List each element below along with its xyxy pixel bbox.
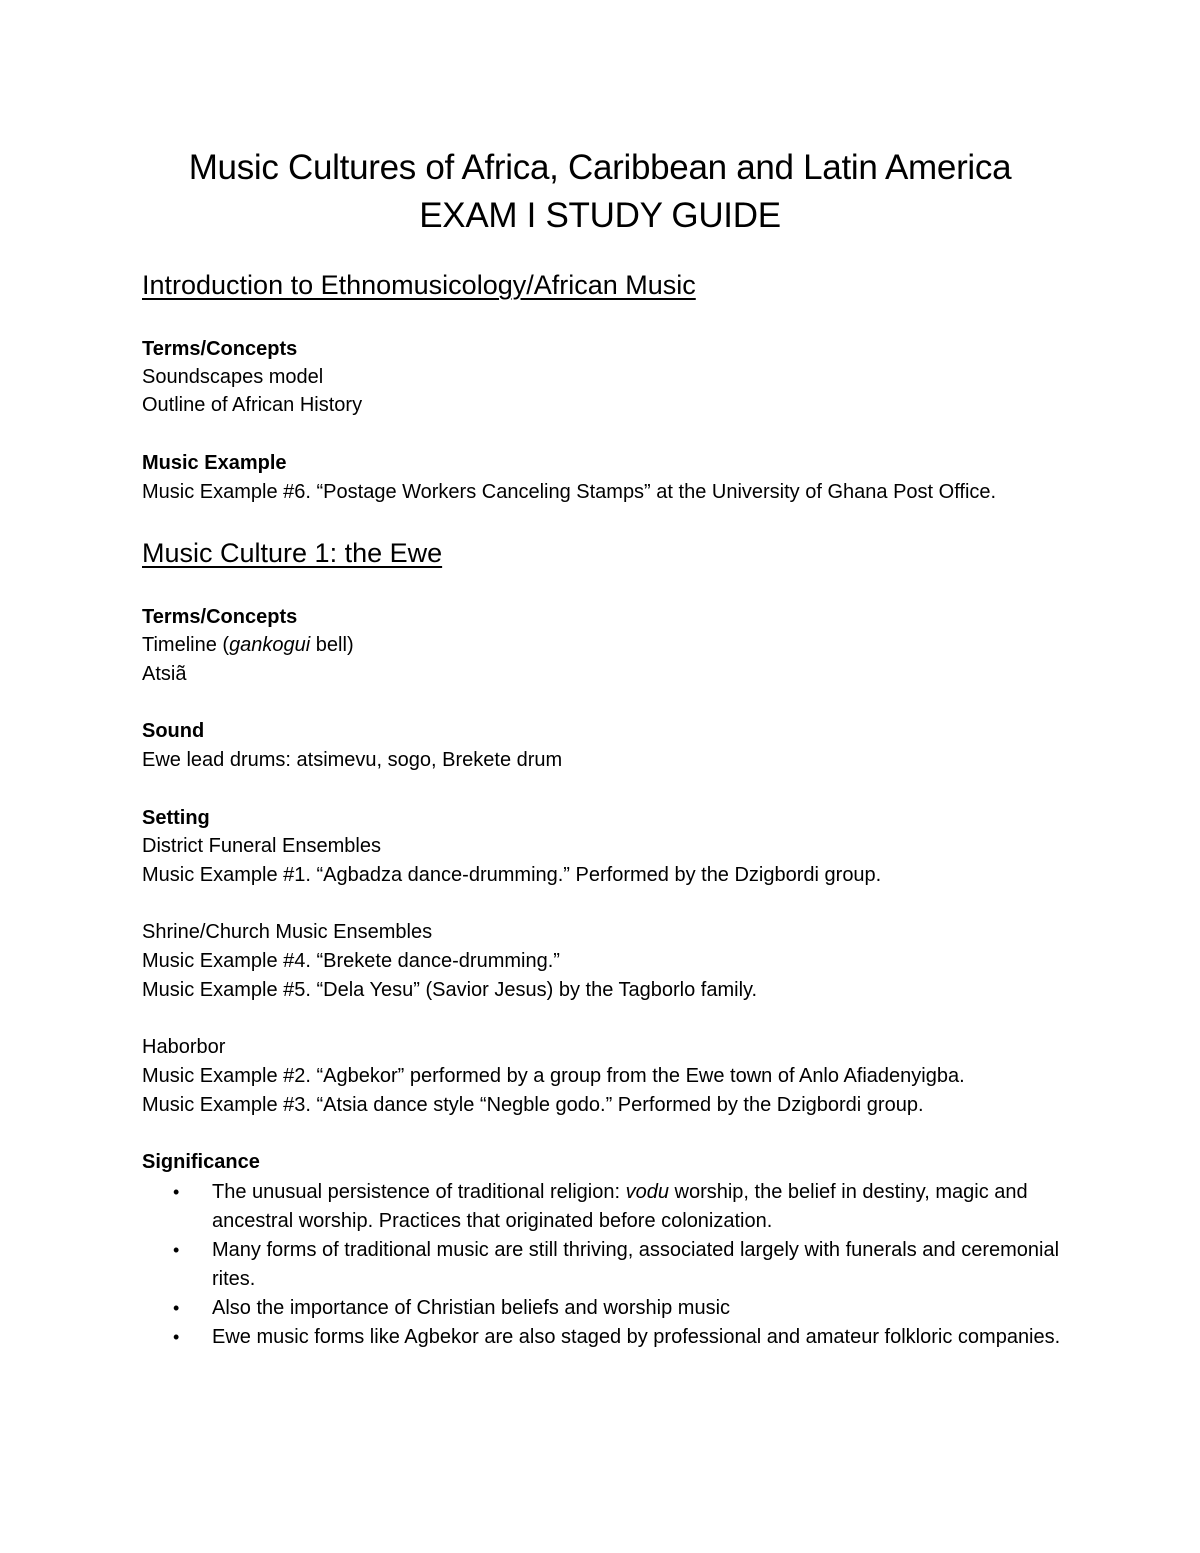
list-item xyxy=(142,1236,1072,1294)
terms-concepts-label: Terms/Concepts xyxy=(142,606,298,628)
section-heading-ewe: Music Culture 1: the Ewe xyxy=(142,538,443,568)
term-item: Soundscapes model xyxy=(142,366,324,388)
music-example-item: Music Example #5. “Dela Yesu” (Savior Jesus) by the Tagborlo family. xyxy=(142,979,758,1001)
timeline-text: Timeline ( xyxy=(142,634,230,656)
setting-subheading: Shrine/Church Music Ensembles xyxy=(142,921,433,943)
significance-list xyxy=(142,1178,1072,1352)
setting-subheading: Haborbor xyxy=(142,1036,226,1058)
setting-subheading: District Funeral Ensembles xyxy=(142,835,381,857)
list-item xyxy=(142,1294,1072,1323)
bullet-icon: • xyxy=(173,1327,180,1347)
document-title: Music Cultures of Africa, Caribbean and Latin America xyxy=(188,148,1012,187)
music-example-label: Music Example xyxy=(142,452,287,474)
sound-item: Ewe lead drums: atsimevu, sogo, Brekete drum xyxy=(142,749,563,771)
term-item-timeline xyxy=(142,632,354,658)
music-example-item: Music Example #1. “Agbadza dance-drumming.” Performed by the Dzigbordi group. xyxy=(142,864,882,886)
music-example-item: Music Example #6. “Postage Workers Canceling Stamps” at the University of Ghana Post Office. xyxy=(142,481,997,503)
list-item-text: Also the importance of Christian beliefs and worship music xyxy=(212,1297,731,1319)
terms-concepts-label: Terms/Concepts xyxy=(142,338,298,360)
bullet-icon: • xyxy=(173,1298,180,1318)
document-subtitle: EXAM I STUDY GUIDE xyxy=(419,196,781,235)
term-item: Outline of African History xyxy=(142,394,363,416)
list-item-text: Many forms of traditional music are still thriving, associated largely with funerals and ceremonial rites. xyxy=(212,1239,1060,1290)
timeline-text-suffix: bell) xyxy=(310,634,354,656)
term-item: Atsiã xyxy=(142,663,187,685)
music-example-item: Music Example #3. “Atsia dance style “Negble godo.” Performed by the Dzigbordi group. xyxy=(142,1094,924,1116)
list-item-text: worship, the belief in destiny, magic and ancestral worship. Practices that originated before colonization. xyxy=(212,1181,1028,1232)
significance-label: Significance xyxy=(142,1151,260,1173)
bullet-icon: • xyxy=(173,1182,180,1202)
list-item-text: Ewe music forms like Agbekor are also staged by professional and amateur folkloric companies. xyxy=(212,1326,1061,1348)
sound-label: Sound xyxy=(142,720,205,742)
bullet-icon: • xyxy=(173,1240,180,1260)
list-item-italic-term: vodu xyxy=(625,1181,669,1203)
list-item xyxy=(142,1178,1072,1236)
section-heading-intro: Introduction to Ethnomusicology/African Music xyxy=(142,270,696,300)
list-item xyxy=(142,1323,1072,1352)
setting-label: Setting xyxy=(142,807,210,829)
music-example-item: Music Example #4. “Brekete dance-drumming.” xyxy=(142,950,560,972)
music-example-item: Music Example #2. “Agbekor” performed by a group from the Ewe town of Anlo Afiadenyigba. xyxy=(142,1065,965,1087)
timeline-italic-term: gankogui xyxy=(229,634,311,656)
list-item-text: The unusual persistence of traditional religion: xyxy=(212,1181,626,1203)
